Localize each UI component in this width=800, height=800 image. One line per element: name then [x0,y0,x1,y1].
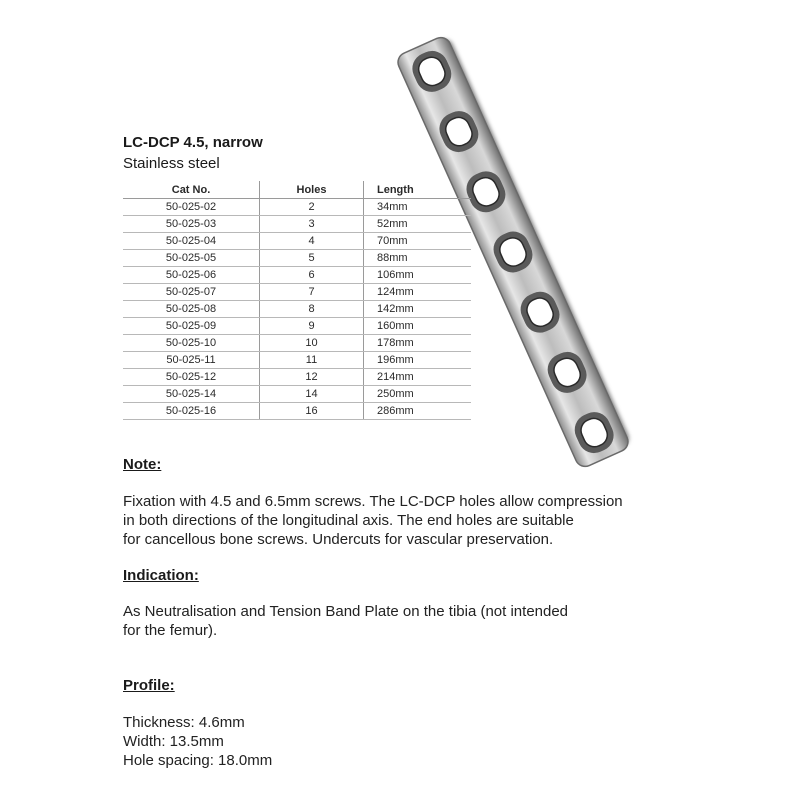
product-title: LC-DCP 4.5, narrow [123,134,263,151]
note-text [123,492,623,549]
cell-holes: 10 [260,335,364,352]
header-holes: Holes [260,181,364,199]
cell-cat-no: 50-025-07 [123,284,260,301]
table-row [123,369,471,386]
table-row [123,318,471,335]
cell-cat-no: 50-025-16 [123,403,260,420]
cell-length: 52mm [364,216,472,233]
cell-holes: 14 [260,386,364,403]
cell-length: 286mm [364,403,472,420]
cell-length: 178mm [364,335,472,352]
cell-holes: 7 [260,284,364,301]
cell-holes: 8 [260,301,364,318]
cell-cat-no: 50-025-14 [123,386,260,403]
table-row [123,335,471,352]
cell-cat-no: 50-025-04 [123,233,260,250]
table-row [123,250,471,267]
cell-holes: 4 [260,233,364,250]
table-row [123,199,471,216]
indication-line: As Neutralisation and Tension Band Plate on the tibia (not intended [123,603,569,620]
table-row [123,403,471,420]
cell-length: 70mm [364,233,472,250]
cell-length: 142mm [364,301,472,318]
table-row [123,284,471,301]
catalog-table [123,181,471,420]
cell-length: 214mm [364,369,472,386]
header-length: Length [364,181,472,199]
table-row [123,386,471,403]
cell-cat-no: 50-025-03 [123,216,260,233]
header-cat-no: Cat No. [123,181,260,199]
cell-holes: 6 [260,267,364,284]
cell-holes: 9 [260,318,364,335]
profile-width: Width: 13.5mm [123,733,224,750]
cell-cat-no: 50-025-05 [123,250,260,267]
cell-cat-no: 50-025-09 [123,318,260,335]
table-row [123,216,471,233]
cell-length: 124mm [364,284,472,301]
indication-heading: Indication: [123,567,199,584]
cell-holes: 2 [260,199,364,216]
table-row [123,267,471,284]
cell-cat-no: 50-025-12 [123,369,260,386]
cell-holes: 11 [260,352,364,369]
profile-thickness: Thickness: 4.6mm [123,714,245,731]
product-material: Stainless steel [123,155,220,172]
table-row [123,352,471,369]
cell-cat-no: 50-025-11 [123,352,260,369]
cell-holes: 3 [260,216,364,233]
profile-hole-spacing: Hole spacing: 18.0mm [123,752,273,769]
note-heading: Note: [123,456,162,473]
table-header-row [123,181,471,199]
table-row [123,233,471,250]
note-line: Fixation with 4.5 and 6.5mm screws. The LC-DCP holes allow compression [123,493,623,510]
cell-holes: 12 [260,369,364,386]
cell-length: 250mm [364,386,472,403]
cell-cat-no: 50-025-02 [123,199,260,216]
cell-length: 34mm [364,199,472,216]
cell-holes: 16 [260,403,364,420]
indication-line: for the femur). [123,622,218,639]
indication-text [123,602,568,640]
profile-heading: Profile: [123,677,175,694]
table-row [123,301,471,318]
cell-length: 88mm [364,250,472,267]
cell-holes: 5 [260,250,364,267]
note-line: in both directions of the longitudinal axis. The end holes are suitable [123,512,574,529]
cell-cat-no: 50-025-06 [123,267,260,284]
cell-length: 160mm [364,318,472,335]
cell-cat-no: 50-025-10 [123,335,260,352]
cell-length: 196mm [364,352,472,369]
cell-cat-no: 50-025-08 [123,301,260,318]
cell-length: 106mm [364,267,472,284]
profile-specs [123,713,272,770]
note-line: for cancellous bone screws. Undercuts for vascular preservation. [123,531,554,548]
